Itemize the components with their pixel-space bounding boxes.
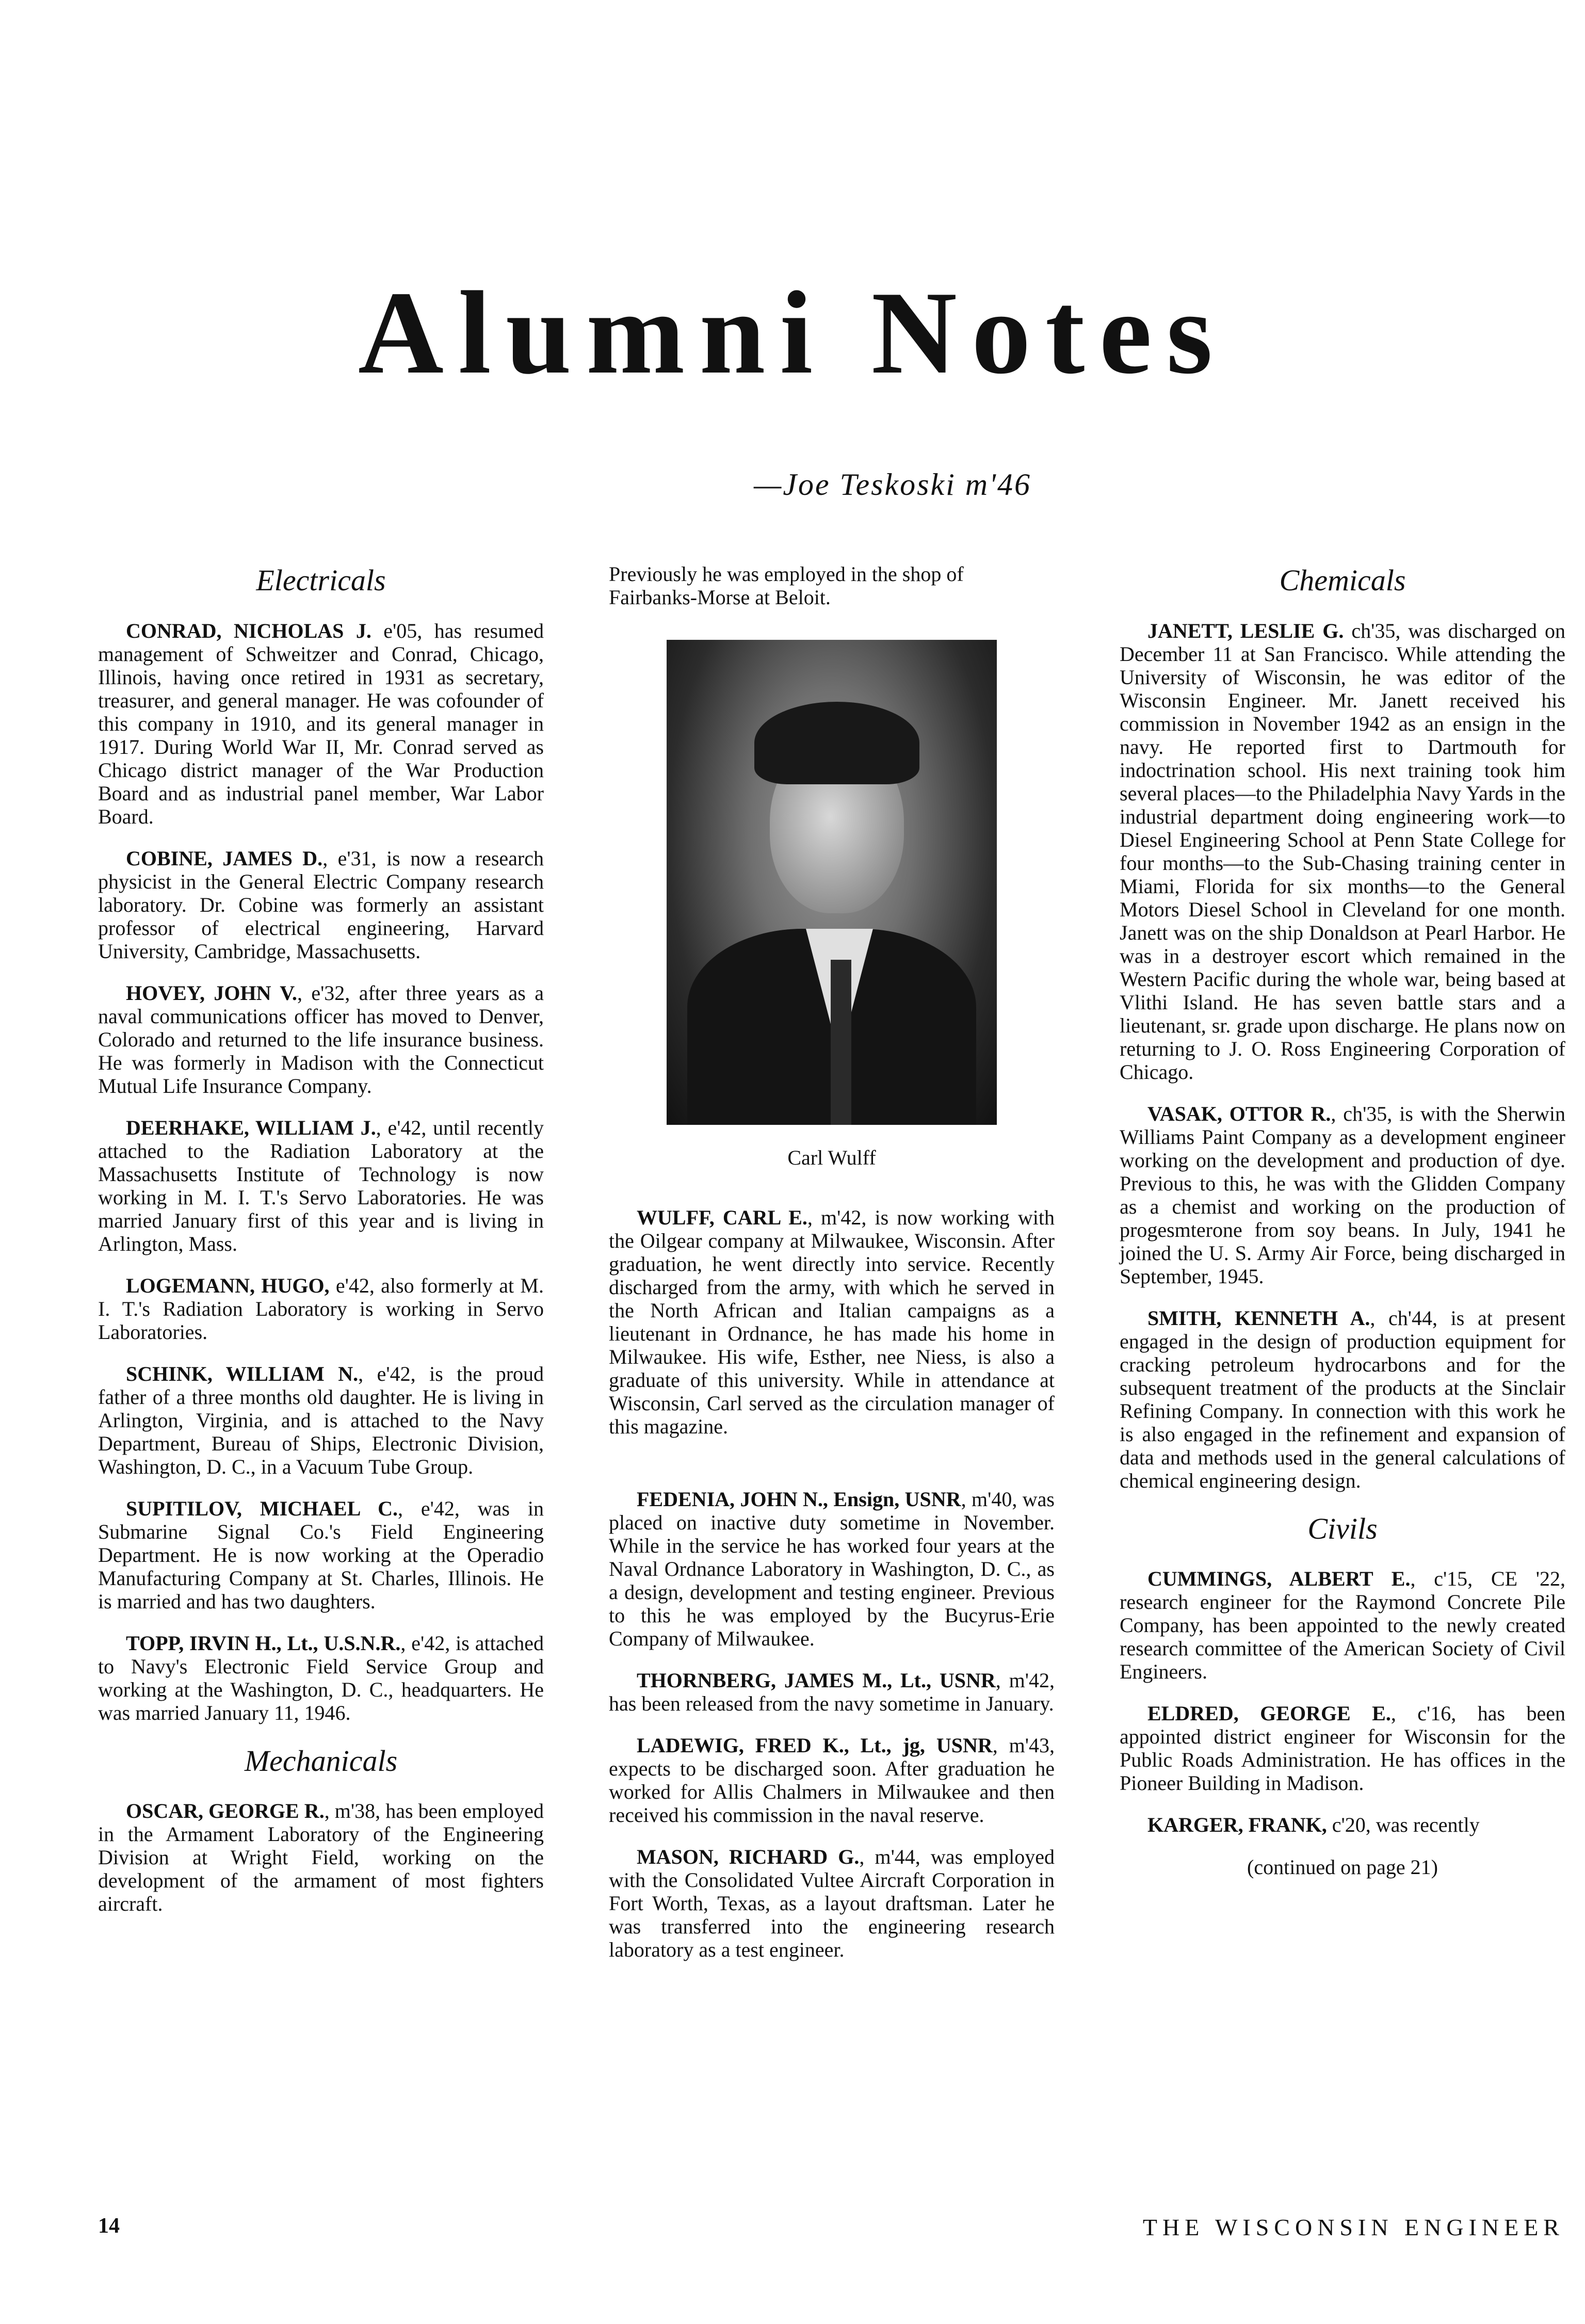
photo-caption: Carl Wulff	[787, 1146, 876, 1169]
section-heading-chemicals: Chemicals	[1279, 563, 1406, 597]
alumni-entry	[609, 1206, 1055, 1438]
alumni-name: LOGEMANN, HUGO,	[126, 1273, 330, 1297]
byline: —Joe Teskoski m'46	[754, 467, 1031, 502]
alumni-name: CONRAD, NICHOLAS J.	[126, 619, 371, 642]
alumni-entry	[609, 1488, 1055, 1650]
section-heading-civils: Civils	[1307, 1511, 1378, 1545]
alumni-text: , e'42, until recently attached to the Radiation Laboratory at the Massachusetts Institute of Technology is now working in M. I. T.'s Servo Laboratories. He was married January first of this year and is living in Arlington, Mass.	[98, 1116, 544, 1255]
alumni-entry	[609, 1845, 1055, 1961]
alumni-text: , m'38, has been employed in the Armament Laboratory of the Engineering Division at Wright Field, working on the development of the armament of most fighters aircraft.	[98, 1799, 544, 1916]
alumni-name: TOPP, IRVIN H., Lt., U.S.N.R.	[126, 1631, 401, 1655]
section-heading-mechanicals: Mechanicals	[244, 1744, 398, 1778]
alumni-entry	[98, 1799, 544, 1915]
alumni-name: LADEWIG, FRED K., Lt., jg, USNR	[637, 1734, 993, 1757]
alumni-entry	[1120, 1102, 1565, 1288]
alumni-name: CUMMINGS, ALBERT E.	[1147, 1567, 1411, 1591]
alumni-name: WULFF, CARL E.	[637, 1206, 807, 1229]
alumni-text: , c'15, CE '22, research engineer for the Raymond Concrete Pile Company, has been appointed to the newly created research committee of the American Society of Civil Engineers.	[1120, 1567, 1566, 1684]
alumni-text: , e'42, is attached to Navy's Electronic Field Service Group and working at the Washington, D. C., headquarters. He was married January 11, 1946.	[98, 1631, 544, 1724]
alumni-text: , m'44, was employed with the Consolidated Vultee Aircraft Corporation in Fort Worth, Texas, as a layout draftsman. Later he was transferred into the engineering research laboratory as a test engineer.	[609, 1845, 1055, 1961]
alumni-text: , ch'44, is at present engaged in the design of production equipment for cracking petroleum hydrocarbons and for the subsequent treatment of the products at the Sinclair Refining Company. In connection with this work he is also engaged in the refinement and expansion of data and methods used in the general calculations of chemical engineering design.	[1120, 1306, 1566, 1492]
alumni-entry	[98, 619, 544, 828]
alumni-name: VASAK, OTTOR R.	[1147, 1102, 1331, 1125]
alumni-entry	[98, 847, 544, 963]
alumni-name: SCHINK, WILLIAM N.	[126, 1362, 359, 1385]
alumni-text: c'20, was recently	[1327, 1813, 1480, 1837]
alumni-name: SMITH, KENNETH A.	[1147, 1306, 1370, 1330]
alumni-text: , m'40, was placed on inactive duty sometime in November. While in the service he has worked four years at the Naval Ordnance Laboratory in Washington, D. C., as a design, development and testing engineer. Previous to this he was employed by the Bucyrus-Erie Company of Milwaukee.	[609, 1488, 1055, 1650]
alumni-name: JANETT, LESLIE G.	[1147, 619, 1344, 642]
alumni-entry	[1120, 1702, 1565, 1795]
alumni-entry	[98, 1274, 544, 1344]
alumni-text: ch'35, was discharged on December 11 at San Francisco. While attending the University of Wisconsin, he was editor of the Wisconsin Engineer. Mr. Janett received his commission in November 1942 as an ensign in the navy. He reported first to Dartmouth for indoctrination school. His next training took him several places—to the Philadelphia Navy Yards in the industrial department doing engineering work—to Diesel Engineering School at Penn State College for four months—to the Sub-Chasing training center in Miami, Florida for six months—to the General Motors Diesel School in Cleveland for one month. Janett was on the ship Donaldson at Pearl Harbor. He was in a destroyer escort which remained in the Western Pacific during the whole war, being based at Vlithi Island. He has seven battle stars and a lieutenant, sr. grade upon discharge. He plans now on returning to J. O. Ross Engineering Corporation of Chicago.	[1120, 619, 1565, 1084]
alumni-name: THORNBERG, JAMES M., Lt., USNR	[637, 1669, 996, 1692]
continued-text: Previously he was employed in the shop of Fairbanks-Morse at Beloit.	[609, 562, 964, 609]
portrait-photo	[667, 640, 997, 1125]
alumni-name: KARGER, FRANK,	[1147, 1813, 1327, 1837]
alumni-text: , m'43, expects to be discharged soon. After graduation he worked for Allis Chalmers in Milwaukee and then received his commission in the naval reserve.	[609, 1734, 1055, 1827]
alumni-name: HOVEY, JOHN V.	[126, 981, 297, 1005]
right-column	[1120, 562, 1565, 1879]
alumni-text: e'05, has resumed management of Schweitzer and Conrad, Chicago, Illinois, having once retired in 1931 as secretary, treasurer, and general manager. He was cofounder of this company in 1910, and its general manager in 1917. During World War II, Mr. Conrad served as Chicago district manager of the War Production Board and as industrial panel member, War Labor Board.	[98, 619, 544, 828]
alumni-entry	[1120, 619, 1565, 1084]
alumni-text: , ch'35, is with the Sherwin Williams Paint Company as a development engineer working on the development and production of dye. Previous to this, he was with the Glidden Company as a chemist and working on the production of progesmterone from soy beans. In July, 1941 he joined the U. S. Army Air Force, being discharged in September, 1945.	[1120, 1102, 1565, 1288]
section-heading-electricals: Electricals	[256, 563, 386, 597]
alumni-name: ELDRED, GEORGE E.	[1147, 1702, 1391, 1725]
magazine-name: THE WISCONSIN ENGINEER	[1142, 2214, 1564, 2240]
alumni-entry	[1120, 1813, 1565, 1836]
alumni-text: , c'16, has been appointed district engineer for Wisconsin for the Public Roads Administration. He has offices in the Pioneer Building in Madison.	[1120, 1702, 1565, 1795]
middle-column	[609, 562, 1055, 1980]
alumni-entry	[98, 1497, 544, 1613]
alumni-name: SUPITILOV, MICHAEL C.	[126, 1496, 398, 1520]
page-number: 14	[98, 2214, 120, 2238]
alumni-entry	[98, 1632, 544, 1724]
page-title: Alumni Notes	[358, 267, 1227, 398]
alumni-text: , e'31, is now a research physicist in the General Electric Company research laboratory. Dr. Cobine was formerly an assistant professor of electrical engineering, Harvard University, Cambridge, Massachusetts.	[98, 846, 544, 963]
alumni-entry	[98, 981, 544, 1098]
alumni-text: e'42, also formerly at M. I. T.'s Radiation Laboratory is working in Servo Laboratories.	[98, 1273, 544, 1344]
alumni-entry	[1120, 1567, 1565, 1683]
alumni-name: COBINE, JAMES D.	[126, 846, 323, 870]
alumni-text: , e'42, is the proud father of a three months old daughter. He is living in Arlington, Virginia, and is attached to the Navy Department, Bureau of Ships, Electronic Division, Washington, D. C., in a Vacuum Tube Group.	[98, 1362, 544, 1478]
alumni-entry	[1120, 1306, 1565, 1492]
continued-note: (continued on page 21)	[1247, 1855, 1438, 1879]
left-column	[98, 562, 544, 1934]
alumni-text: , e'42, was in Submarine Signal Co.'s Field Engineering Department. He is now working at the Operadio Manufacturing Company at St. Charles, Illinois. He is married and has two daughters.	[98, 1496, 544, 1613]
alumni-name: OSCAR, GEORGE R.	[126, 1799, 325, 1823]
alumni-name: DEERHAKE, WILLIAM J.	[126, 1116, 376, 1139]
alumni-entry	[609, 1669, 1055, 1715]
alumni-name: FEDENIA, JOHN N., Ensign, USNR	[637, 1488, 961, 1511]
alumni-entry	[98, 1116, 544, 1255]
alumni-text: , e'32, after three years as a naval communications officer has moved to Denver, Colorado and returned to the life insurance business. He was formerly in Madison with the Connecticut Mutual Life Insurance Company.	[98, 981, 544, 1098]
alumni-entry	[609, 1734, 1055, 1827]
alumni-text: , m'42, has been released from the navy sometime in January.	[609, 1669, 1055, 1715]
alumni-name: MASON, RICHARD G.	[637, 1845, 860, 1868]
alumni-entry	[98, 1362, 544, 1478]
alumni-text: , m'42, is now working with the Oilgear company at Milwaukee, Wisconsin. After graduation, he went directly into service. Recently discharged from the army, with which he served in the North African and Italian campaigns as a lieutenant in Ordnance, he has made his home in Milwaukee. His wife, Esther, nee Niess, is also a graduate of this university. While in attendance at Wisconsin, Carl served as the circulation manager of this magazine.	[609, 1206, 1055, 1438]
